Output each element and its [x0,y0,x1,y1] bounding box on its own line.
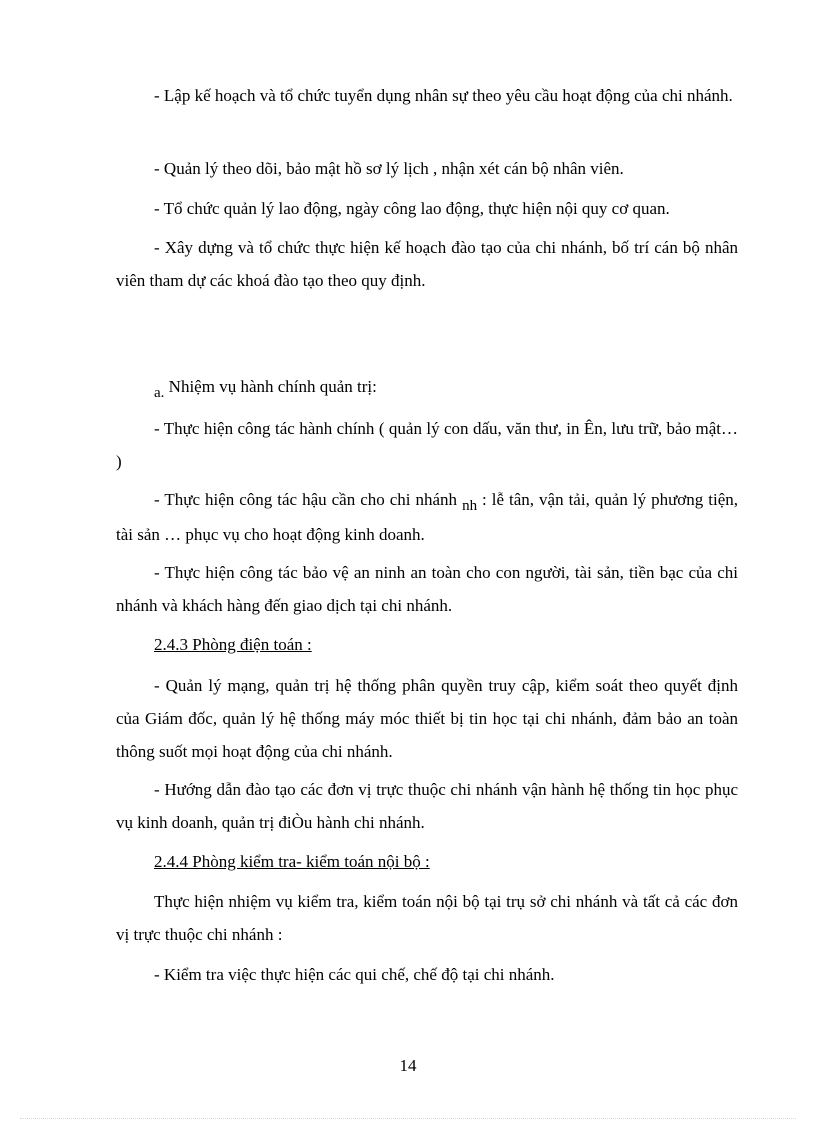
paragraph-admin: - Thực hiện công tác hành chính ( quản lý con dấu, văn thư, in Ên, lưu trữ, bảo mật… ) [116,419,738,471]
paragraph-logistics-subscript: nh [462,498,478,514]
paragraph-network: - Quản lý mạng, quản trị hệ thống phân quyền truy cập, kiểm soát theo quyết định của Giám đốc, quản lý hệ thống máy móc thiết bị tin học tại chi nhánh, đảm bảo an toàn thông suốt mọi hoạt động của chi nhánh. [116,676,738,761]
heading-it-department: 2.4.3 Phòng điện toán : [154,635,312,654]
paragraph-labor-management: - Tổ chức quản lý lao động, ngày công lao động, thực hiện nội quy cơ quan. [154,199,670,218]
paragraph-training: - Xây dựng và tổ chức thực hiện kế hoạch đào tạo của chi nhánh, bố trí cán bộ nhân viên tham dự các khoá đào tạo theo quy định. [116,238,738,290]
page-number: 14 [399,1056,417,1075]
paragraph-logistics [116,483,738,551]
section-a-title: Nhiệm vụ hành chính quản trị: [164,377,377,396]
paragraph-logistics-part1: - Thực hiện công tác hậu cần cho chi nhánh [154,490,463,509]
paragraph-records: - Quản lý theo dõi, bảo mật hồ sơ lý lịch , nhận xét cán bộ nhân viên. [154,159,624,178]
page-footer-divider [20,1118,796,1119]
paragraph-security: - Thực hiện công tác bảo vệ an ninh an toàn cho con người, tài sản, tiền bạc của chi nhánh và khách hàng đến giao dịch tại chi nhánh. [116,563,738,615]
heading-audit-department: 2.4.4 Phòng kiểm tra- kiểm toán nội bộ : [154,852,430,871]
paragraph-regulations: - Kiểm tra việc thực hiện các qui chế, chế độ tại chi nhánh. [154,965,555,984]
section-a-heading [116,370,738,405]
section-a-marker: a. [154,385,165,401]
paragraph-audit: Thực hiện nhiệm vụ kiểm tra, kiểm toán nội bộ tại trụ sở chi nhánh và tất cả các đơn vị trực thuộc chi nhánh : [116,892,738,944]
paragraph-logistics-part2: : lễ tân, vận tải, quản lý phương tiện, tài sản … phục vụ cho hoạt động kinh doanh. [116,490,739,544]
paragraph-it-training: - Hướng dẫn đào tạo các đơn vị trực thuộc chi nhánh vận hành hệ thống tin học phục vụ kinh doanh, quản trị điÒu hành chi nhánh. [116,780,738,832]
paragraph-recruitment: - Lập kế hoạch và tổ chức tuyển dụng nhân sự theo yêu cầu hoạt động của chi nhánh. [154,86,733,105]
